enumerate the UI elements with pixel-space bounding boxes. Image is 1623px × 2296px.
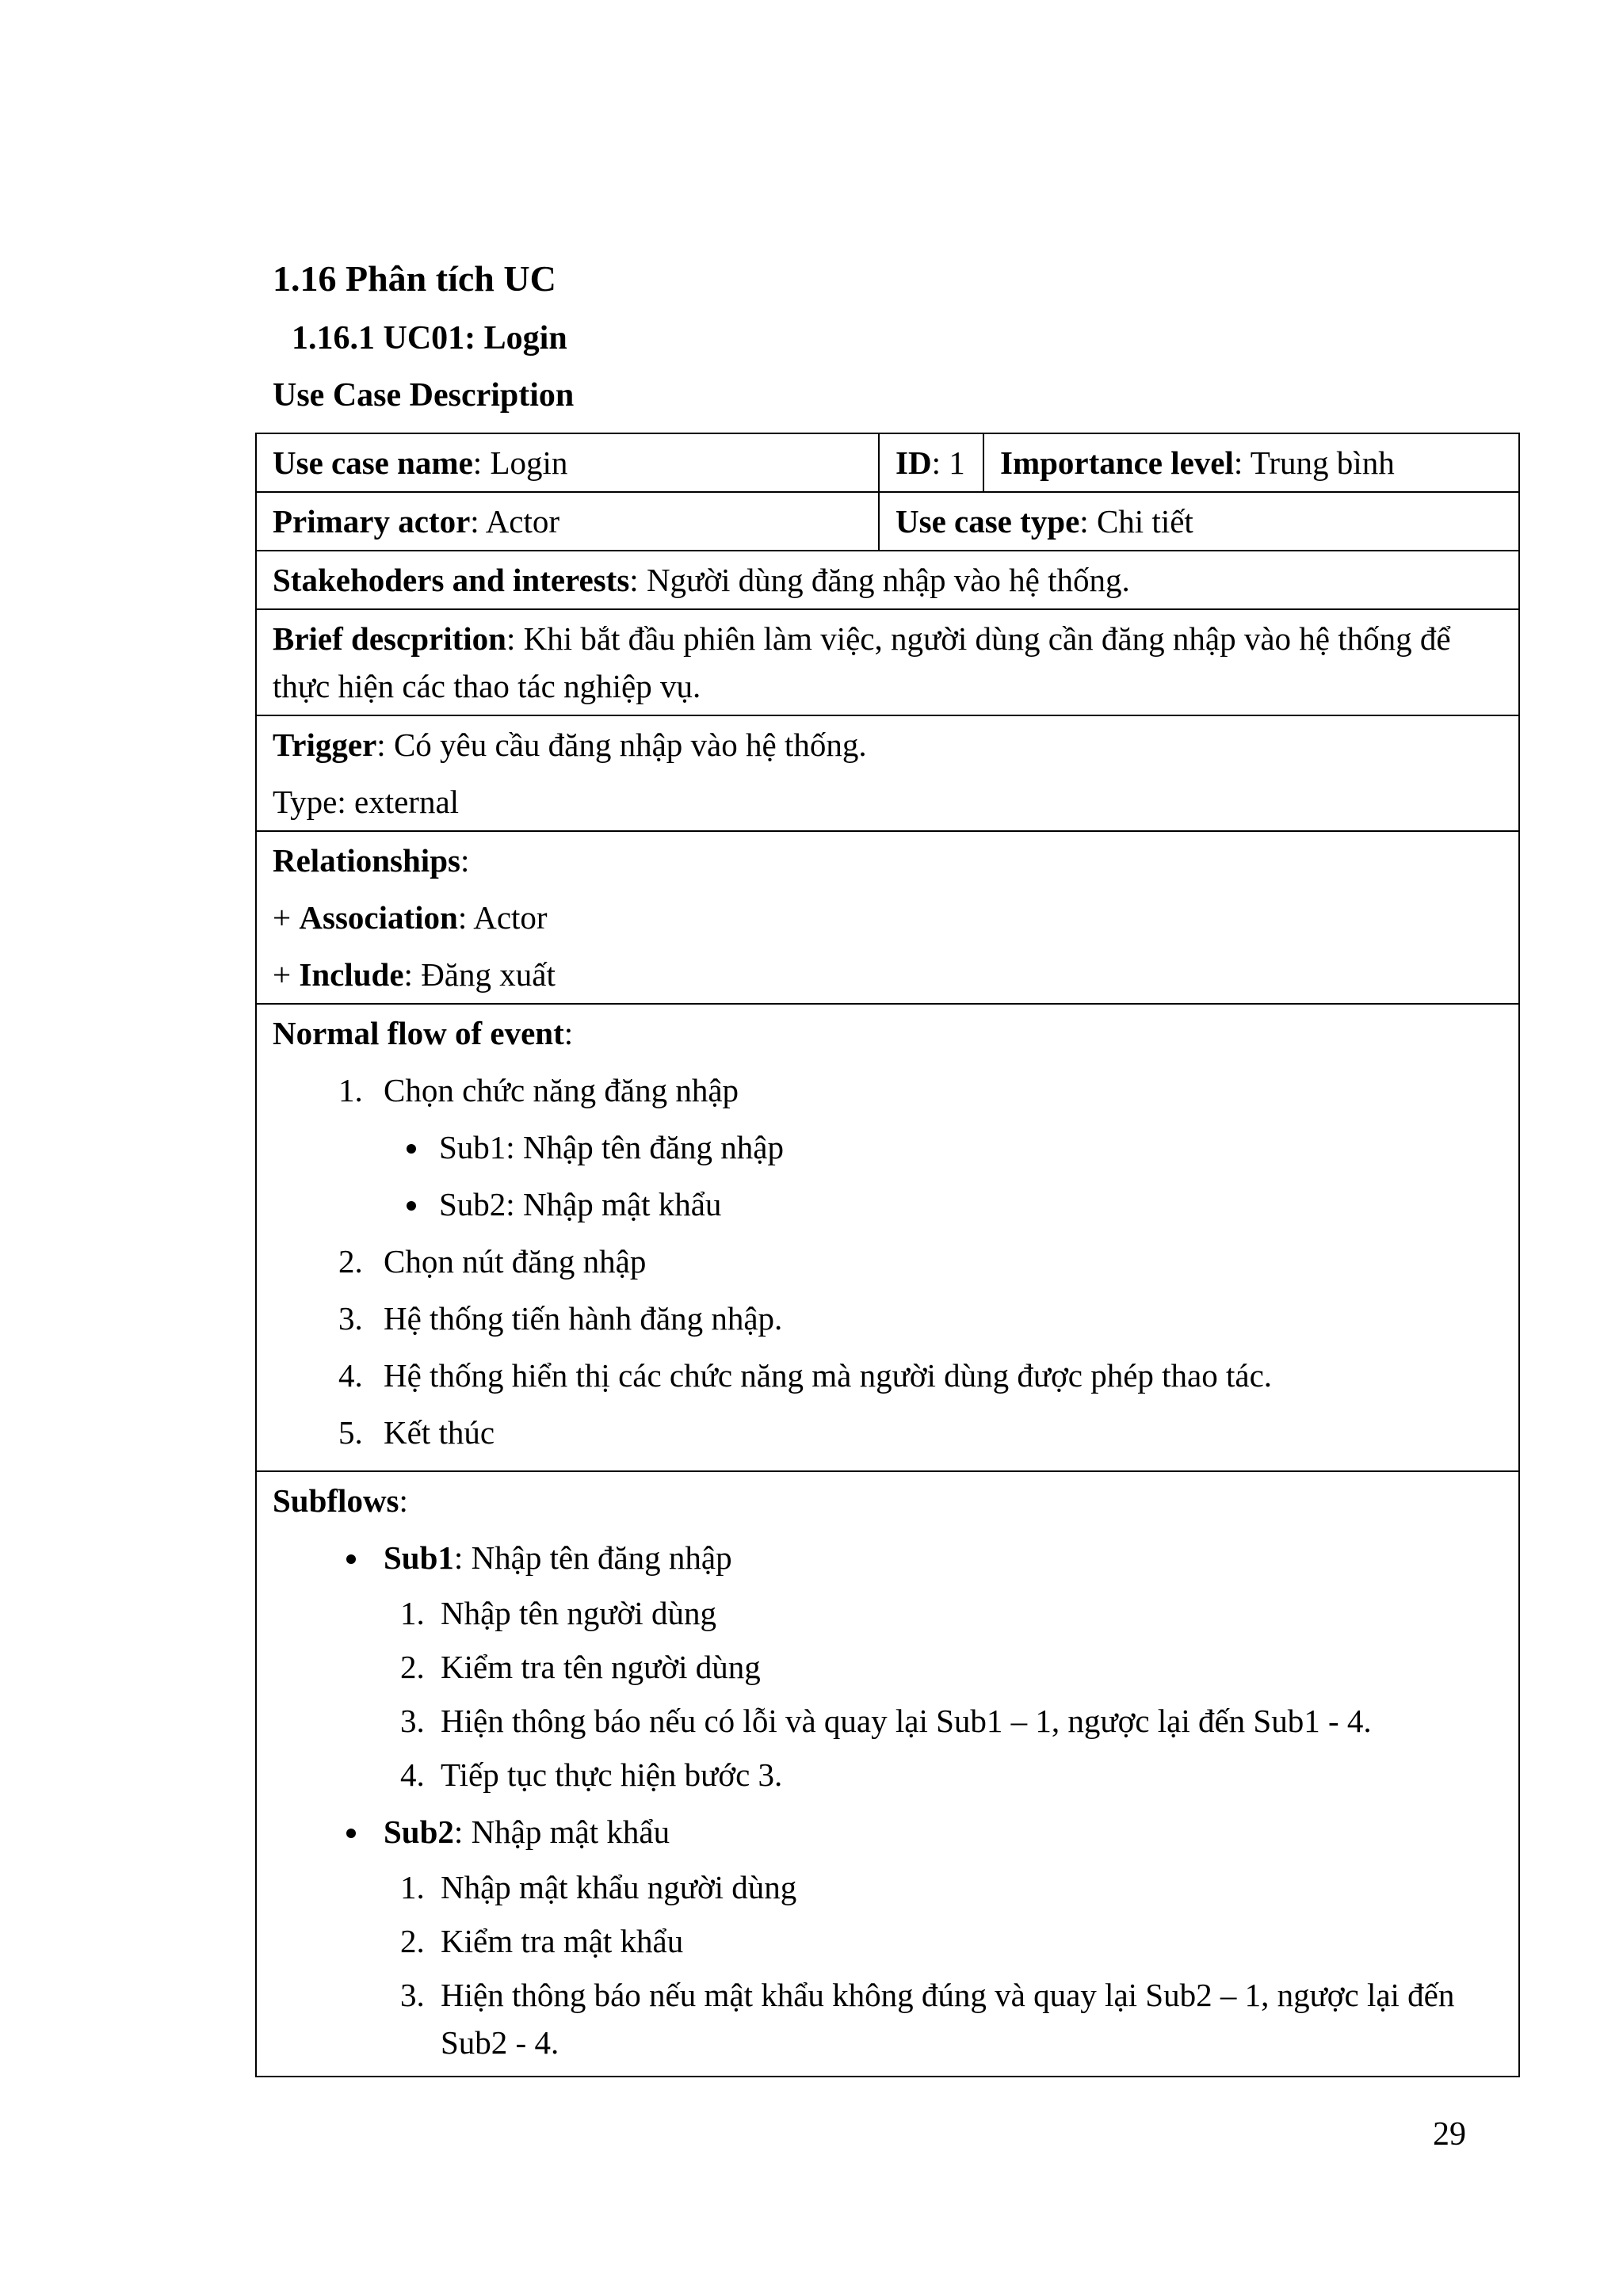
association-line: + Association: Actor	[273, 899, 548, 936]
normal-flow-step	[371, 1066, 1503, 1228]
trigger-line: Trigger: Có yêu cầu đăng nhập vào hệ thống.	[273, 727, 867, 763]
subflow-step: 2. Kiểm tra mật khẩu	[433, 1917, 1503, 1965]
subflows-label: Subflows	[273, 1482, 399, 1519]
subflow-step: 2. Kiểm tra tên người dùng	[433, 1643, 1503, 1691]
importance-label: Importance level	[1000, 444, 1234, 481]
row-brief	[256, 609, 1519, 715]
association-value: Actor	[473, 899, 548, 936]
normal-flow-cell	[256, 1004, 1519, 1471]
subsection-heading: 1.16.1 UC01: Login	[292, 320, 567, 357]
id-cell: ID: 1	[879, 433, 983, 492]
step1-sub-item: • Sub1: Nhập tên đăng nhập	[431, 1123, 1503, 1171]
normal-flow-step: 3. Hệ thống tiến hành đăng nhập.	[371, 1295, 1503, 1342]
subflow-sub1-steps	[384, 1589, 1503, 1798]
association-label: Association	[299, 899, 458, 936]
row-stakeholders	[256, 551, 1519, 609]
normal-flow-step: 5. Kết thúc	[371, 1409, 1503, 1456]
normal-flow-step-text: Chọn chức năng đăng nhập	[384, 1072, 739, 1108]
subflow-sub1-name: Sub1	[384, 1539, 454, 1576]
primary-actor-label: Primary actor	[273, 503, 471, 540]
subflow-step: 3. Hiện thông báo nếu mật khẩu không đúng và quay lại Sub2 – 1, ngược lại đến Sub2 - 4.	[433, 1971, 1503, 2066]
relationships-label: Relationships	[273, 842, 460, 879]
subflow-sub2-title: Nhập mật khẩu	[471, 1814, 670, 1850]
stakeholders-value: Người dùng đăng nhập vào hệ thống.	[646, 562, 1130, 598]
row-relationships	[256, 831, 1519, 1004]
id-value: 1	[949, 444, 965, 481]
subflow-step: 1. Nhập mật khẩu người dùng	[433, 1863, 1503, 1911]
include-value: Đăng xuất	[421, 956, 556, 993]
use-case-type-value: Chi tiết	[1096, 503, 1193, 540]
include-label: Include	[299, 956, 404, 993]
subflow-step: 3. Hiện thông báo nếu có lỗi và quay lại Sub1 – 1, ngược lại đến Sub1 - 4.	[433, 1697, 1503, 1745]
use-case-name-value: Login	[490, 444, 568, 481]
normal-flow-list	[273, 1066, 1503, 1456]
brief-cell: Brief descprition: Khi bắt đầu phiên làm việc, người dùng cần đăng nhập vào hệ thống để thực hiện các thao tác nghiệp vụ.	[256, 609, 1519, 715]
subflow-sub2-steps	[384, 1863, 1503, 2066]
trigger-value: Có yêu cầu đăng nhập vào hệ thống.	[393, 727, 867, 763]
importance-value: Trung bình	[1250, 444, 1395, 481]
row-subflows	[256, 1471, 1519, 2077]
row-normal-flow	[256, 1004, 1519, 1471]
row-trigger	[256, 715, 1519, 831]
brief-label: Brief descprition	[273, 620, 506, 657]
table-caption: Use Case Description	[273, 377, 575, 414]
subflow-sub1-title: Nhập tên đăng nhập	[471, 1539, 732, 1576]
primary-actor-cell: Primary actor: Actor	[256, 492, 879, 551]
stakeholders-cell: Stakehoders and interests: Người dùng đăng nhập vào hệ thống.	[256, 551, 1519, 609]
subflows-cell	[256, 1471, 1519, 2077]
subflow-step: 4. Tiếp tục thực hiện bước 3.	[433, 1751, 1503, 1798]
subflow-sub2-name: Sub2	[384, 1814, 454, 1850]
stakeholders-label: Stakehoders and interests	[273, 562, 630, 598]
normal-flow-step: 2. Chọn nút đăng nhập	[371, 1238, 1503, 1285]
subflow-sub2: • Sub2: Nhập mật khẩu 1. Nhập mật khẩu người dùng 2. Kiểm tra mật khẩu 3. Hiện thông báo nếu mật khẩu không đúng và quay lại Sub2 – 1, ngược lại đến Sub2 - 4.	[371, 1808, 1503, 2066]
step1-sub-item: • Sub2: Nhập mật khẩu	[431, 1180, 1503, 1228]
trigger-label: Trigger	[273, 727, 377, 763]
trigger-cell	[256, 715, 1519, 831]
step1-sub-list	[384, 1123, 1503, 1228]
relationships-heading: Relationships:	[273, 842, 470, 879]
use-case-name-cell: Use case name: Login	[256, 433, 879, 492]
subflows-list	[273, 1534, 1503, 2066]
trigger-type: Type: external	[273, 784, 460, 820]
normal-flow-heading: Normal flow of event:	[273, 1015, 574, 1051]
normal-flow-step: 4. Hệ thống hiển thị các chức năng mà người dùng được phép thao tác.	[371, 1352, 1503, 1399]
section-heading: 1.16 Phân tích UC	[273, 258, 556, 299]
use-case-type-cell: Use case type: Chi tiết	[879, 492, 1519, 551]
use-case-type-label: Use case type	[896, 503, 1080, 540]
subflow-sub1: • Sub1: Nhập tên đăng nhập 1. Nhập tên người dùng 2. Kiểm tra tên người dùng 3. Hiện thông báo nếu có lỗi và quay lại Sub1 – 1, ngược lại đến Sub1 - 4. 4. Tiếp tục thực hiện bước 3.	[371, 1534, 1503, 1798]
use-case-table	[255, 433, 1520, 2077]
use-case-name-label: Use case name	[273, 444, 473, 481]
importance-cell: Importance level: Trung bình	[983, 433, 1519, 492]
include-line: + Include: Đăng xuất	[273, 956, 556, 993]
row-name-id-importance	[256, 433, 1519, 492]
relationships-cell	[256, 831, 1519, 1004]
normal-flow-label: Normal flow of event	[273, 1015, 564, 1051]
subflows-heading: Subflows:	[273, 1482, 408, 1519]
brief-value: Khi bắt đầu phiên làm việc, người dùng cần đăng nhập vào hệ thống để thực hiện các thao tác nghiệp vụ.	[273, 620, 1451, 704]
id-label: ID	[896, 444, 932, 481]
row-actor-type	[256, 492, 1519, 551]
page-number: 29	[1433, 2116, 1466, 2153]
primary-actor-value: Actor	[485, 503, 560, 540]
subflow-step: 1. Nhập tên người dùng	[433, 1589, 1503, 1637]
